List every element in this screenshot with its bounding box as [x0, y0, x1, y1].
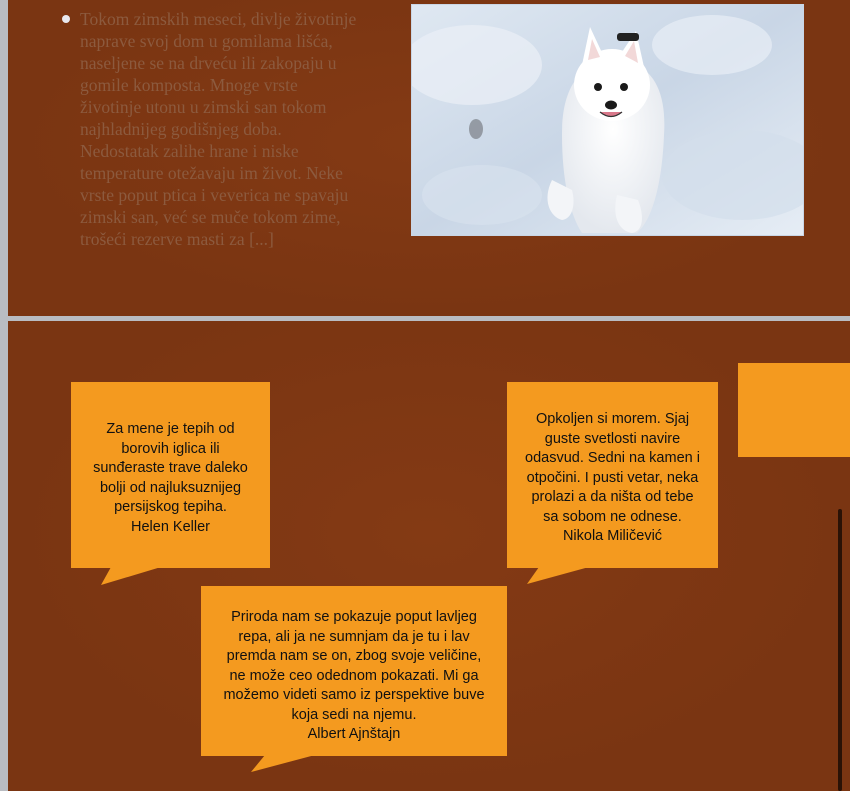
bubble-tail: [101, 567, 171, 587]
bullet-list: [60, 8, 360, 250]
scrollbar[interactable]: [838, 509, 842, 791]
quote-bubble-milicevic: [507, 382, 718, 568]
dog-photo: [411, 4, 804, 236]
orange-shape: [738, 363, 850, 457]
dog-in-snow-image: [412, 5, 803, 235]
bullet-dot-icon: [62, 15, 70, 23]
slide-bottom: [8, 321, 850, 791]
quote-text: Opkoljen si morem. Sjaj guste svetlosti navire odasvud. Sedni na kamen i otpočini. I pusti vetar, neka prolazi a da ništa od tebe sa sobom ne odnese. Nikola Miličević: [525, 411, 700, 544]
bubble-tail: [527, 567, 597, 587]
bullet-text: Tokom zimskih meseci, divlje životinje naprave svoj dom u gomilama lišća, naseljene se na drveću ili zakopaju u gomile komposta. Mnoge vrste životinje utonu u zimski san tokom najhladnijeg godišnjeg doba. Nedostatak zalihe hrane i niske temperature otežavaju im život. Neke vrste poput ptica i veverica ne spavaju zimski san, već se muče tokom zime, trošeći rezerve masti za [...]: [80, 9, 357, 249]
quote-text: Priroda nam se pokazuje poput lavljeg repa, ali ja ne sumnjam da je tu i lav premda nam se on, zbog svoje veličine, ne može ceo odednom pokazati. Mi ga možemo videti samo iz perspektive buve koja sedi na njemu. Albert Ajnštajn: [223, 609, 485, 742]
quote-text: Za mene je tepih od borovih iglica ili sunđeraste trave daleko bolji od najluksuznijeg persijskog tepiha. Helen Keller: [93, 421, 248, 535]
quote-bubble-einstein: [201, 586, 507, 756]
bullet-item: [60, 8, 360, 250]
bubble-tail: [251, 755, 321, 775]
slide-top: [8, 0, 850, 316]
quote-bubble-keller: [71, 382, 270, 568]
